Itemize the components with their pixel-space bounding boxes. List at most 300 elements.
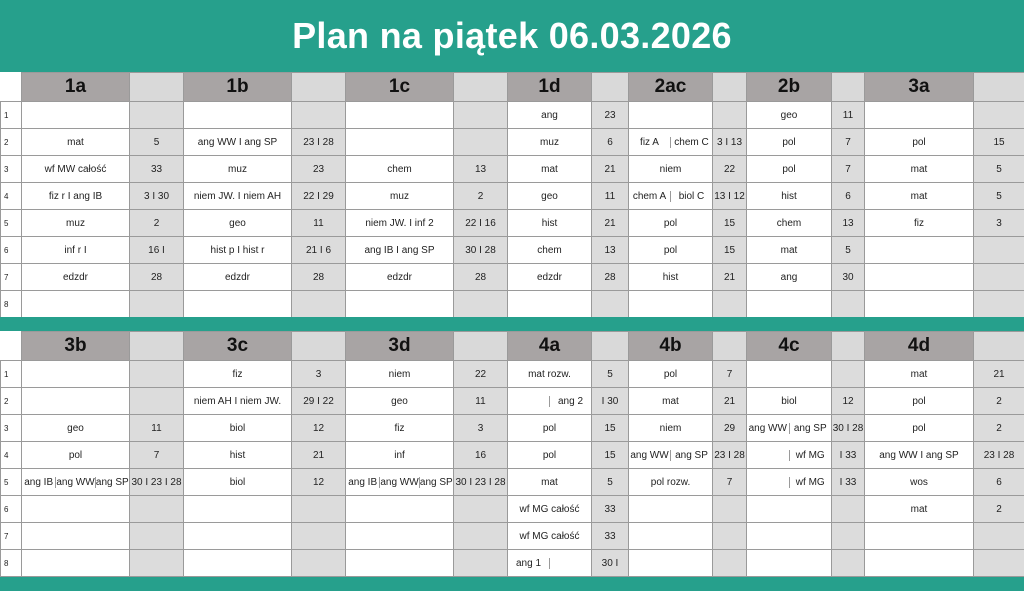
lesson-room: 3 bbox=[974, 210, 1024, 237]
lesson-room: 28 bbox=[454, 264, 508, 291]
lesson-number: 7 bbox=[1, 523, 22, 550]
lesson-room bbox=[832, 523, 865, 550]
lesson-subject bbox=[629, 102, 713, 129]
lesson-subject bbox=[865, 550, 974, 577]
lesson-subject: pol rozw. bbox=[629, 469, 713, 496]
lesson-number: 4 bbox=[1, 183, 22, 210]
lesson-room: 30 I 23 I 28 bbox=[130, 469, 184, 496]
lesson-subject: mat rozw. bbox=[508, 361, 592, 388]
lesson-room bbox=[454, 550, 508, 577]
lesson-row bbox=[1, 210, 1024, 237]
lesson-subject bbox=[747, 361, 832, 388]
lesson-room: 11 bbox=[592, 183, 629, 210]
group-subject: chem C bbox=[670, 137, 712, 148]
lesson-subject: edzdr bbox=[184, 264, 292, 291]
header-corner bbox=[1, 332, 22, 361]
lesson-room: 15 bbox=[974, 129, 1024, 156]
room-header bbox=[832, 332, 865, 361]
lesson-room: 22 bbox=[454, 361, 508, 388]
lesson-subject: chem bbox=[747, 210, 832, 237]
lesson-subject: chem bbox=[508, 237, 592, 264]
lesson-room bbox=[832, 291, 865, 318]
lesson-row bbox=[1, 291, 1024, 318]
lesson-row bbox=[1, 361, 1024, 388]
lesson-subject bbox=[629, 550, 713, 577]
lesson-subject: mat bbox=[629, 388, 713, 415]
lesson-number: 6 bbox=[1, 237, 22, 264]
lesson-subject bbox=[346, 523, 454, 550]
lesson-room: 13 bbox=[454, 156, 508, 183]
lesson-subject: muz bbox=[508, 129, 592, 156]
group-subject: biol C bbox=[670, 191, 712, 202]
split-lesson-group bbox=[22, 477, 129, 488]
lesson-room bbox=[130, 388, 184, 415]
lesson-subject: niem JW. I niem AH bbox=[184, 183, 292, 210]
section-divider bbox=[0, 317, 1024, 331]
lesson-subject bbox=[22, 361, 130, 388]
lesson-room: 5 bbox=[592, 469, 629, 496]
header-corner bbox=[1, 73, 22, 102]
class-header-3b: 3b bbox=[22, 332, 130, 361]
class-header-1a: 1a bbox=[22, 73, 130, 102]
lesson-room bbox=[713, 496, 747, 523]
lesson-room: 29 bbox=[713, 415, 747, 442]
room-header bbox=[592, 332, 629, 361]
lesson-room: 21 bbox=[713, 264, 747, 291]
lesson-room: 22 I 29 bbox=[292, 183, 346, 210]
lesson-room: 30 I 28 bbox=[454, 237, 508, 264]
lesson-row bbox=[1, 264, 1024, 291]
lesson-row bbox=[1, 415, 1024, 442]
lesson-room: 33 bbox=[130, 156, 184, 183]
lesson-subject bbox=[747, 291, 832, 318]
lesson-subject: mat bbox=[865, 361, 974, 388]
lesson-row bbox=[1, 237, 1024, 264]
lesson-room: 13 bbox=[832, 210, 865, 237]
room-header bbox=[713, 332, 747, 361]
lesson-subject bbox=[508, 388, 592, 415]
lesson-subject bbox=[184, 102, 292, 129]
split-lesson-group bbox=[629, 450, 712, 461]
class-header-3c: 3c bbox=[184, 332, 292, 361]
lesson-room: 33 bbox=[592, 496, 629, 523]
lesson-number: 1 bbox=[1, 361, 22, 388]
lesson-subject bbox=[629, 183, 713, 210]
lesson-subject: hist bbox=[508, 210, 592, 237]
lesson-subject: pol bbox=[865, 388, 974, 415]
lesson-room bbox=[832, 550, 865, 577]
lesson-subject: edzdr bbox=[508, 264, 592, 291]
room-header bbox=[832, 73, 865, 102]
lesson-room: 28 bbox=[592, 264, 629, 291]
lesson-room bbox=[974, 523, 1024, 550]
lesson-row bbox=[1, 156, 1024, 183]
lesson-subject: muz bbox=[346, 183, 454, 210]
lesson-subject bbox=[346, 102, 454, 129]
lesson-room: 33 bbox=[592, 523, 629, 550]
lesson-room: 7 bbox=[832, 129, 865, 156]
group-subject: ang 1 bbox=[515, 557, 542, 569]
lesson-room: 21 bbox=[292, 442, 346, 469]
lesson-subject: fiz bbox=[865, 210, 974, 237]
lesson-room bbox=[130, 361, 184, 388]
lesson-subject: geo bbox=[747, 102, 832, 129]
lesson-subject: hist bbox=[184, 442, 292, 469]
lesson-subject: mat bbox=[508, 156, 592, 183]
lesson-room: 21 I 6 bbox=[292, 237, 346, 264]
lesson-room bbox=[292, 102, 346, 129]
lesson-room bbox=[974, 291, 1024, 318]
lesson-room: 11 bbox=[832, 102, 865, 129]
lesson-subject: pol bbox=[508, 442, 592, 469]
lesson-subject bbox=[346, 469, 454, 496]
title-banner bbox=[0, 0, 1024, 72]
lesson-room: 15 bbox=[592, 442, 629, 469]
lesson-room bbox=[454, 291, 508, 318]
lesson-subject bbox=[346, 291, 454, 318]
lesson-room: 23 bbox=[592, 102, 629, 129]
class-header-4d: 4d bbox=[865, 332, 974, 361]
lesson-subject bbox=[747, 442, 832, 469]
lesson-number: 1 bbox=[1, 102, 22, 129]
split-lesson-group bbox=[747, 477, 831, 488]
lesson-row bbox=[1, 550, 1024, 577]
schedule-table-top bbox=[0, 72, 1024, 318]
lesson-room: 3 I 30 bbox=[130, 183, 184, 210]
lesson-subject bbox=[865, 523, 974, 550]
group-subject bbox=[508, 396, 549, 407]
lesson-room: 21 bbox=[592, 156, 629, 183]
lesson-subject bbox=[22, 291, 130, 318]
lesson-number: 8 bbox=[1, 550, 22, 577]
group-subject: wf MG bbox=[789, 477, 832, 488]
lesson-row bbox=[1, 388, 1024, 415]
lesson-room: 7 bbox=[832, 156, 865, 183]
lesson-subject: niem JW. I inf 2 bbox=[346, 210, 454, 237]
lesson-room bbox=[974, 102, 1024, 129]
lesson-number: 3 bbox=[1, 156, 22, 183]
lesson-room bbox=[713, 523, 747, 550]
lesson-subject bbox=[865, 264, 974, 291]
lesson-room: 15 bbox=[713, 237, 747, 264]
lesson-room: 22 I 16 bbox=[454, 210, 508, 237]
class-header-1b: 1b bbox=[184, 73, 292, 102]
lesson-room: 7 bbox=[713, 469, 747, 496]
lesson-subject: fiz bbox=[184, 361, 292, 388]
lesson-room: 6 bbox=[832, 183, 865, 210]
class-header-3a: 3a bbox=[865, 73, 974, 102]
lesson-subject: mat bbox=[22, 129, 130, 156]
lesson-subject: wf MG całość bbox=[508, 496, 592, 523]
lesson-subject: pol bbox=[865, 415, 974, 442]
lesson-room: 23 I 28 bbox=[974, 442, 1024, 469]
class-header-3d: 3d bbox=[346, 332, 454, 361]
lesson-room: 15 bbox=[592, 415, 629, 442]
schedule-table-bottom bbox=[0, 331, 1024, 577]
lesson-room: 2 bbox=[454, 183, 508, 210]
lesson-room bbox=[454, 523, 508, 550]
lesson-subject bbox=[346, 129, 454, 156]
lesson-subject: niem bbox=[629, 156, 713, 183]
group-subject: ang SP bbox=[670, 450, 712, 461]
lesson-number: 8 bbox=[1, 291, 22, 318]
lesson-room bbox=[130, 102, 184, 129]
lesson-room: 15 bbox=[713, 210, 747, 237]
lesson-subject bbox=[22, 523, 130, 550]
lesson-room bbox=[130, 523, 184, 550]
room-header bbox=[130, 332, 184, 361]
class-header-4b: 4b bbox=[629, 332, 713, 361]
group-subject bbox=[747, 477, 789, 488]
lesson-room: 2 bbox=[974, 496, 1024, 523]
lesson-subject: pol bbox=[629, 237, 713, 264]
group-subject: ang SP bbox=[789, 423, 832, 434]
lesson-row bbox=[1, 102, 1024, 129]
lesson-subject: mat bbox=[865, 496, 974, 523]
lesson-subject: muz bbox=[184, 156, 292, 183]
lesson-room bbox=[292, 550, 346, 577]
lesson-room bbox=[292, 291, 346, 318]
class-header-1c: 1c bbox=[346, 73, 454, 102]
lesson-subject bbox=[22, 388, 130, 415]
lesson-room bbox=[130, 496, 184, 523]
lesson-room bbox=[292, 496, 346, 523]
lesson-subject: inf bbox=[346, 442, 454, 469]
lesson-subject: ang IB I ang SP bbox=[346, 237, 454, 264]
lesson-room: 23 bbox=[292, 156, 346, 183]
room-header bbox=[974, 73, 1024, 102]
room-header bbox=[130, 73, 184, 102]
lesson-subject: niem bbox=[629, 415, 713, 442]
lesson-room: 21 bbox=[713, 388, 747, 415]
split-lesson-group bbox=[747, 423, 831, 434]
lesson-room bbox=[974, 264, 1024, 291]
lesson-subject: pol bbox=[747, 129, 832, 156]
lesson-subject bbox=[184, 550, 292, 577]
lesson-subject: pol bbox=[22, 442, 130, 469]
split-lesson-group bbox=[346, 477, 453, 488]
lesson-room bbox=[292, 523, 346, 550]
lesson-room: 30 I 23 I 28 bbox=[454, 469, 508, 496]
lesson-subject: mat bbox=[747, 237, 832, 264]
split-lesson-group bbox=[747, 450, 831, 461]
page-title: Plan na piątek 06.03.2026 bbox=[292, 15, 732, 56]
lesson-room: 7 bbox=[130, 442, 184, 469]
group-subject: ang SP bbox=[419, 476, 453, 488]
group-subject: ang WW bbox=[380, 476, 419, 488]
lesson-subject bbox=[346, 550, 454, 577]
lesson-subject: edzdr bbox=[22, 264, 130, 291]
group-subject: ang IB bbox=[348, 476, 378, 488]
lesson-room: 5 bbox=[592, 361, 629, 388]
lesson-subject: ang bbox=[747, 264, 832, 291]
group-subject: ang 2 bbox=[549, 396, 591, 407]
lesson-room: 2 bbox=[974, 388, 1024, 415]
lesson-room: I 30 bbox=[592, 388, 629, 415]
lesson-room: 5 bbox=[974, 156, 1024, 183]
lesson-subject: biol bbox=[747, 388, 832, 415]
lesson-room: 13 I 12 bbox=[713, 183, 747, 210]
lesson-subject bbox=[22, 102, 130, 129]
group-subject: wf MG bbox=[789, 450, 832, 461]
lesson-subject bbox=[747, 550, 832, 577]
lesson-room: 23 I 28 bbox=[292, 129, 346, 156]
group-subject: ang WW bbox=[630, 449, 669, 461]
split-lesson-group bbox=[508, 396, 591, 407]
lesson-room: 5 bbox=[832, 237, 865, 264]
lesson-room: 22 bbox=[713, 156, 747, 183]
lesson-subject bbox=[22, 496, 130, 523]
lesson-subject bbox=[629, 523, 713, 550]
lesson-subject: wf MW całość bbox=[22, 156, 130, 183]
lesson-room bbox=[832, 496, 865, 523]
room-header bbox=[974, 332, 1024, 361]
class-header-4a: 4a bbox=[508, 332, 592, 361]
lesson-subject: pol bbox=[865, 129, 974, 156]
lesson-subject: ang WW I ang SP bbox=[184, 129, 292, 156]
lesson-room bbox=[454, 102, 508, 129]
lesson-room: 30 I bbox=[592, 550, 629, 577]
lesson-subject bbox=[508, 291, 592, 318]
lesson-subject: wf MG całość bbox=[508, 523, 592, 550]
lesson-subject bbox=[184, 496, 292, 523]
group-subject bbox=[747, 450, 789, 461]
lesson-subject bbox=[22, 550, 130, 577]
room-header bbox=[592, 73, 629, 102]
lesson-room: 3 bbox=[454, 415, 508, 442]
lesson-room: 5 bbox=[974, 183, 1024, 210]
lesson-subject: wos bbox=[865, 469, 974, 496]
lesson-subject: pol bbox=[747, 156, 832, 183]
lesson-subject bbox=[184, 291, 292, 318]
lesson-room: 30 bbox=[832, 264, 865, 291]
lesson-room: 2 bbox=[130, 210, 184, 237]
group-subject bbox=[549, 558, 591, 569]
lesson-row bbox=[1, 129, 1024, 156]
lesson-subject bbox=[865, 237, 974, 264]
lesson-subject: geo bbox=[508, 183, 592, 210]
lesson-number: 6 bbox=[1, 496, 22, 523]
split-lesson-group bbox=[629, 191, 712, 202]
lesson-room: 28 bbox=[292, 264, 346, 291]
room-header bbox=[292, 73, 346, 102]
group-subject: chem A bbox=[632, 190, 667, 202]
lesson-room: 13 bbox=[592, 237, 629, 264]
group-subject: ang SP bbox=[95, 476, 129, 488]
lesson-room: 30 I 28 bbox=[832, 415, 865, 442]
lesson-subject bbox=[508, 550, 592, 577]
lesson-room bbox=[713, 291, 747, 318]
lesson-subject: geo bbox=[184, 210, 292, 237]
lesson-room: 23 I 28 bbox=[713, 442, 747, 469]
lesson-room bbox=[454, 129, 508, 156]
lesson-number: 5 bbox=[1, 210, 22, 237]
lesson-subject bbox=[629, 291, 713, 318]
lesson-subject: inf r I bbox=[22, 237, 130, 264]
split-lesson-group bbox=[508, 558, 591, 569]
lesson-room: 11 bbox=[292, 210, 346, 237]
lesson-subject: niem AH I niem JW. bbox=[184, 388, 292, 415]
lesson-number: 5 bbox=[1, 469, 22, 496]
room-header bbox=[713, 73, 747, 102]
lesson-subject: muz bbox=[22, 210, 130, 237]
lesson-subject: fiz bbox=[346, 415, 454, 442]
lesson-subject: fiz r I ang IB bbox=[22, 183, 130, 210]
lesson-room bbox=[592, 291, 629, 318]
lesson-subject: hist bbox=[747, 183, 832, 210]
lesson-subject: pol bbox=[508, 415, 592, 442]
lesson-subject bbox=[747, 415, 832, 442]
lesson-room: 3 I 13 bbox=[713, 129, 747, 156]
lesson-subject: niem bbox=[346, 361, 454, 388]
lesson-subject: mat bbox=[865, 183, 974, 210]
lesson-subject: biol bbox=[184, 415, 292, 442]
lesson-room: 16 bbox=[454, 442, 508, 469]
lesson-subject bbox=[629, 129, 713, 156]
class-header-1d: 1d bbox=[508, 73, 592, 102]
lesson-room: 11 bbox=[454, 388, 508, 415]
lesson-room: I 33 bbox=[832, 469, 865, 496]
lesson-subject bbox=[22, 469, 130, 496]
lesson-room: 12 bbox=[292, 415, 346, 442]
lesson-room: 5 bbox=[130, 129, 184, 156]
lesson-room bbox=[713, 550, 747, 577]
group-subject: fiz A bbox=[640, 136, 659, 148]
lesson-room: 3 bbox=[292, 361, 346, 388]
lesson-subject: mat bbox=[508, 469, 592, 496]
lesson-room: 28 bbox=[130, 264, 184, 291]
room-header bbox=[454, 332, 508, 361]
lesson-subject bbox=[346, 496, 454, 523]
lesson-number: 4 bbox=[1, 442, 22, 469]
lesson-room: 2 bbox=[974, 415, 1024, 442]
lesson-number: 2 bbox=[1, 129, 22, 156]
lesson-room: 21 bbox=[974, 361, 1024, 388]
lesson-room bbox=[832, 361, 865, 388]
lesson-room bbox=[974, 237, 1024, 264]
lesson-room: 21 bbox=[592, 210, 629, 237]
lesson-row bbox=[1, 183, 1024, 210]
lesson-subject: geo bbox=[346, 388, 454, 415]
lesson-room: 16 I bbox=[130, 237, 184, 264]
lesson-number: 2 bbox=[1, 388, 22, 415]
lesson-room: 6 bbox=[592, 129, 629, 156]
lesson-room: 29 I 22 bbox=[292, 388, 346, 415]
lesson-row bbox=[1, 523, 1024, 550]
lesson-room: 7 bbox=[713, 361, 747, 388]
lesson-subject bbox=[184, 523, 292, 550]
lesson-subject bbox=[629, 496, 713, 523]
lesson-subject: geo bbox=[22, 415, 130, 442]
split-lesson-group bbox=[629, 137, 712, 148]
lesson-subject: mat bbox=[865, 156, 974, 183]
lesson-number: 3 bbox=[1, 415, 22, 442]
lesson-room bbox=[130, 550, 184, 577]
room-header bbox=[454, 73, 508, 102]
bottom-bar bbox=[0, 577, 1024, 591]
lesson-subject: ang WW I ang SP bbox=[865, 442, 974, 469]
class-header-4c: 4c bbox=[747, 332, 832, 361]
group-subject: ang WW bbox=[748, 422, 787, 434]
lesson-subject: biol bbox=[184, 469, 292, 496]
class-header-2ac: 2ac bbox=[629, 73, 713, 102]
lesson-subject bbox=[629, 442, 713, 469]
lesson-number: 7 bbox=[1, 264, 22, 291]
lesson-subject: pol bbox=[629, 361, 713, 388]
lesson-subject: edzdr bbox=[346, 264, 454, 291]
lesson-room bbox=[130, 291, 184, 318]
room-header bbox=[292, 332, 346, 361]
